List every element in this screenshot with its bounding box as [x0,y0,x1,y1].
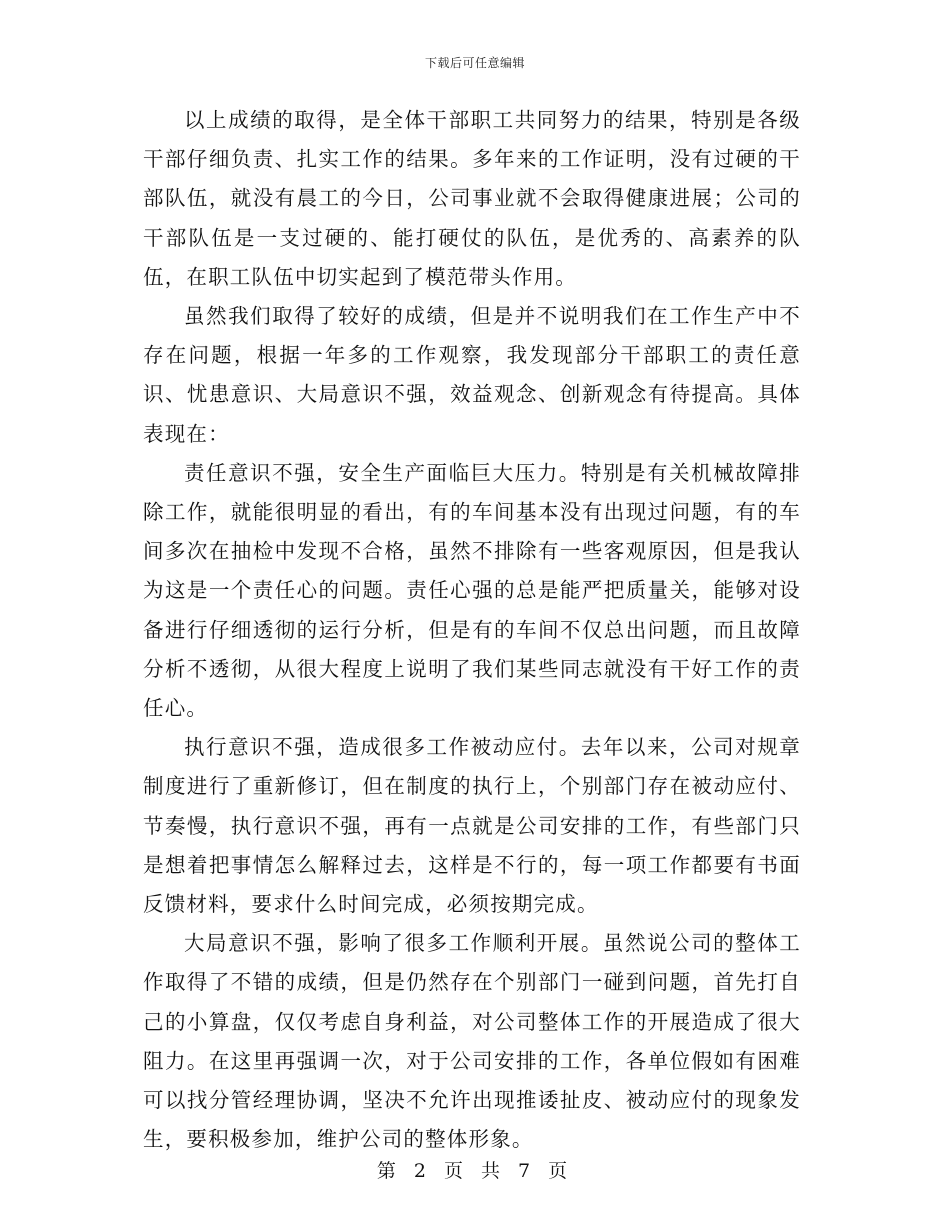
paragraph-overall-view: 大局意识不强，影响了很多工作顺利开展。虽然说公司的整体工作取得了不错的成绩，但是仍然存在个别部门一碰到问题，首先打自己的小算盘，仅仅考虑自身利益，对公司整体工作的开展造成了很大阻力。在这里再强调一次，对于公司安排的工作，各单位假如有困难可以找分管经理协调，坚决不允许出现推诿扯皮、被动应付的现象发生，要积极参加，维护公司的整体形象。 [143,931,801,1152]
paragraph-execution: 执行意识不强，造成很多工作被动应付。去年以来，公司对规章制度进行了重新修订，但在制度的执行上，个别部门存在被动应付、节奏慢，执行意识不强，再有一点就是公司安排的工作，有些部门只是想着把事情怎么解释过去，这样是不行的，每一项工作都要有书面反馈材料，要求什么时间完成，必须按期完成。 [143,735,801,917]
paragraph-responsibility: 责任意识不强，安全生产面临巨大压力。特别是有关机械故障排除工作，就能很明显的看出，有的车间基本没有出现过问题，有的车间多次在抽检中发现不合格，虽然不排除有一些客观原因，但是我认为这是一个责任心的问题。责任心强的总是能严把质量关，能够对设备进行仔细透彻的运行分析，但是有的车间不仅总出问题，而且故障分析不透彻，从很大程度上说明了我们某些同志就没有干好工作的责任心。 [143,460,801,721]
document-body [143,101,801,1159]
paragraph-achievements: 以上成绩的取得，是全体干部职工共同努力的结果，特别是各级干部仔细负责、扎实工作的结果。多年来的工作证明，没有过硬的干部队伍，就没有晨工的今日，公司事业就不会取得健康进展；公司的干部队伍是一支过硬的、能打硬仗的队伍，是优秀的、高素养的队伍，在职工队伍中切实起到了模范带头作用。 [143,108,801,289]
page-header: 下载后可任意编辑 [424,56,525,70]
paragraph-problems-intro: 虽然我们取得了较好的成绩，但是并不说明我们在工作生产中不存在问题，根据一年多的工作观察，我发现部分干部职工的责任意识、忧患意识、大局意识不强，效益观念、创新观念有待提高。具体表现在： [143,304,801,446]
page-footer: 第 2 页 共 7 页 [376,1160,574,1182]
